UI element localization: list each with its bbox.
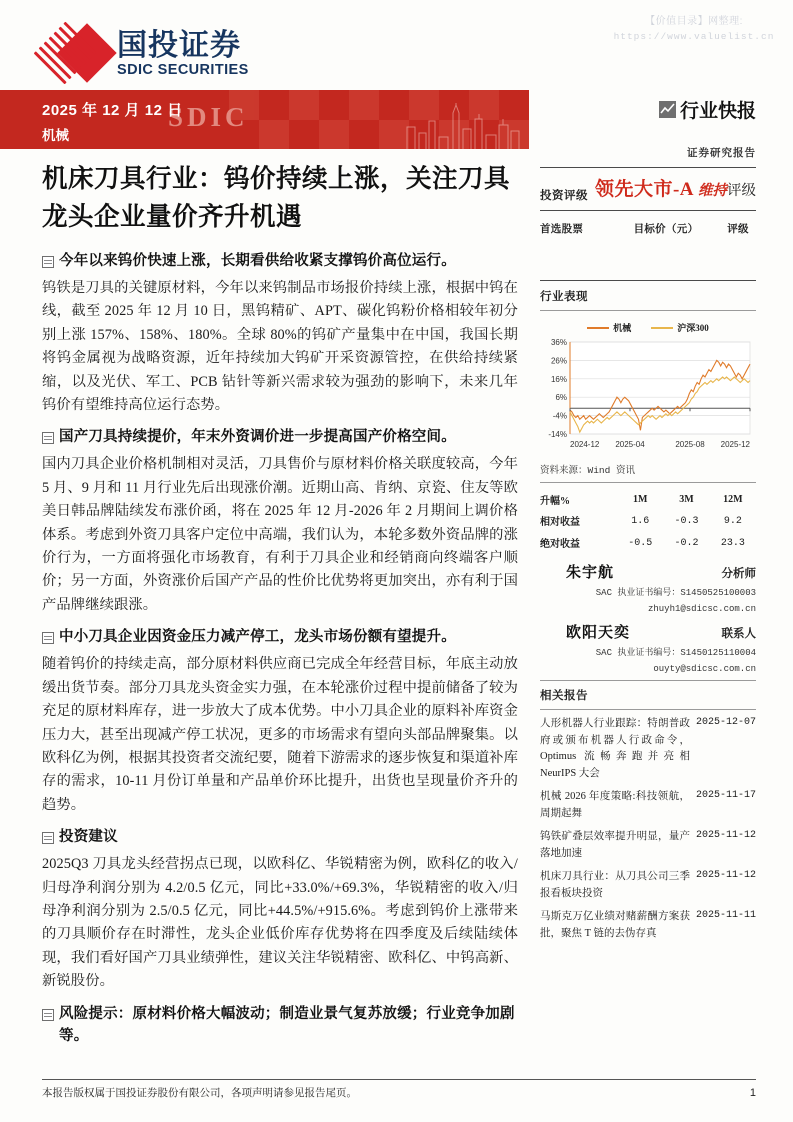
section-heading-text: 今年以来钨价快速上涨，长期看供给收紧支撑钨价高位运行。 (59, 253, 456, 269)
legend-item-1 (651, 321, 709, 334)
section-heading (42, 250, 518, 272)
related-report-title: 机械 2026 年度策略:科技领航，周期起舞 (540, 791, 690, 819)
col-3m: 3M (679, 494, 694, 505)
contact-role: 联系人 (721, 628, 756, 640)
table-row (540, 510, 756, 532)
related-reports-list (540, 716, 756, 942)
performance-table (540, 489, 756, 554)
svg-text:-14%: -14% (548, 430, 567, 439)
industry-performance-chart (540, 336, 756, 460)
page-title: 机床刀具行业：钨价持续上涨，关注刀具龙头企业量价齐升机遇 (42, 164, 511, 231)
related-report-item[interactable] (540, 716, 756, 782)
report-type (540, 96, 756, 123)
section-block (42, 626, 518, 817)
report-type-label: 行业快报 (679, 101, 756, 122)
brand-name-en: SDIC SECURITIES (117, 61, 249, 78)
svg-text:2025-04: 2025-04 (615, 440, 645, 449)
industry-performance-title: 行业表现 (540, 291, 588, 303)
section-block (42, 826, 518, 993)
section-bullet-icon (42, 256, 54, 268)
rating-value: 领先大市-A (594, 179, 694, 200)
analyst-role: 分析师 (721, 568, 756, 580)
svg-text:-4%: -4% (552, 411, 567, 421)
rating-status-emph: 维持 (698, 183, 727, 199)
col-target-price: 目标价（元） (633, 224, 699, 235)
section-body: 随着钨价的持续走高，部分原材料供应商已完成全年经营目标，年底主动放缓出货节奏。部分刀具龙头资金实力强，在本轮涨价过程中提前储备了较为充足的原材料库存，进一步放大了成本优势。中小刀具企业的原料补库资金压力大，甚至出现减产停工状况，更多的市场需求有望向头部品牌聚集。以欧科亿为例，根据其投资者交流纪要，随着下游需求的逐步恢复和渠道补库存的需求，10-11 月份订单量和产品单价环比提升，出货也呈现量价齐升的趋势。 (42, 656, 518, 813)
section-heading-text: 投资建议 (59, 829, 118, 846)
section-block (42, 250, 518, 417)
sector-label: 机械 (42, 128, 69, 143)
investment-advice-heading (42, 826, 518, 848)
preferred-stock-table (540, 218, 756, 273)
footer-copyright: 本报告版权属于国投证券股份有限公司，各项声明请参见报告尾页。 (42, 1088, 357, 1099)
legend-item-0 (587, 321, 631, 334)
table-empty-row (540, 239, 756, 273)
related-reports-title: 相关报告 (540, 690, 588, 702)
col-rating: 评级 (727, 224, 749, 235)
sdic-logo-icon (42, 26, 108, 82)
main-content (42, 160, 518, 1052)
table-header-row (540, 489, 756, 510)
report-date: 2025 年 12 月 12 日 (42, 102, 183, 119)
col-1m: 1M (633, 494, 648, 505)
rating-block (540, 178, 756, 203)
rating-label: 投资评级 (540, 190, 588, 202)
section-body: 钨铁是刀具的关键原材料，今年以来钨制品市场报价持续上涨，根据中钨在线，截至 2025 年 12 月 10 日，黑钨精矿、APT、碳化钨粉价格相较年初分别上涨 157%、158%、180%。全球 80%的钨矿产量集中在中国，我国长期将钨金属视为战略资源，近年持续加大钨矿开采资源管控，在供给持续紧缩，以及光伏、军工、PCB 钻针等新兴需求较为强劲的影响下，未来几年钨价有望维持高位运行态势。 (42, 280, 518, 414)
brand-logo (42, 26, 249, 82)
svg-text:6%: 6% (555, 393, 567, 403)
table-header-row (540, 218, 756, 239)
svg-text:16%: 16% (550, 374, 567, 384)
col-12m: 12M (723, 494, 743, 505)
svg-text:2025-12: 2025-12 (720, 440, 750, 449)
related-report-date: 2025-12-07 (695, 717, 756, 728)
absolute-1m: -0.5 (628, 537, 653, 549)
related-report-item[interactable] (540, 869, 756, 902)
col-stock: 首选股票 (540, 224, 584, 235)
relative-3m: -0.3 (674, 515, 699, 527)
contact-name: 欧阳天奕 (566, 625, 631, 641)
section-bullet-icon (42, 632, 54, 644)
watermark-line-2: https://www.valuelist.cn (613, 31, 775, 42)
analyst-email[interactable]: zhuyh1@sdicsc.com.cn (647, 604, 756, 614)
section-block (42, 426, 518, 617)
row-label-relative: 相对收益 (540, 518, 580, 529)
svg-text:2025-08: 2025-08 (675, 440, 705, 449)
risk-warning-block (42, 1003, 518, 1047)
skyline-icon (403, 103, 523, 149)
sidebar (540, 96, 756, 949)
rating-status-rest: 评级 (727, 183, 756, 199)
risk-warning-heading (42, 1003, 518, 1047)
chart-legend (540, 317, 756, 336)
relative-1m: 1.6 (631, 515, 650, 527)
section-heading-text: 中小刀具企业因资金压力减产停工，龙头市场份额有望提升。 (59, 629, 456, 646)
section-body: 2025Q3 刀具龙头经营拐点已现，以欧科亿、华锐精密为例，欧科亿的收入/归母净利润分别为 4.2/0.5 亿元，同比+33.0%/+69.3%，华锐精密的收入/归母净利润分别为 2.5/0.5 亿元，同比+44.5%/+915.6%。考虑到钨价上涨带来的刀具顺价存在时滞性，龙头企业低价库存优势将在四季度及后续陆续体现，我们看好国产刀具业绩弹性，建议关注华锐精密、欧科亿、中钨高新、新锐股份。 (42, 856, 518, 990)
related-report-item[interactable] (540, 909, 756, 942)
analyst-license: SAC 执业证书编号：S1450525100003 (595, 588, 756, 598)
related-report-item[interactable] (540, 829, 756, 862)
related-report-title: 人形机器人行业跟踪：特朗普政府或颁布机器人行政命令，Optimus 流畅奔跑并亮相 NeurIPS 大会 (540, 718, 690, 779)
contact-block (540, 621, 756, 674)
legend-label-1: 沪深300 (677, 323, 709, 333)
section-body: 国内刀具企业价格机制相对灵活，刀具售价与原材料价格关联度较高，今年 5 月、9 月和 11 月行业先后出现涨价潮。近期山高、肯纳、京瓷、住友等欧美日韩品牌陆续发布涨价函，将在 2025 年 12 月-2026 年 2 月期间上调价格体系。考虑到外资刀具客户定位中高端，我们认为，本轮多数外资品牌的涨价行为，一方面将强化市场教育，有利于刀具企业和经销商向终端客户顺价；另一方面，外资涨价后国产产品的性价比优势将更加突出，亦有利于国产品牌继续跟涨。 (42, 456, 518, 613)
related-report-date: 2025-11-17 (695, 790, 756, 801)
svg-text:26%: 26% (550, 356, 567, 366)
section-heading-text: 国产刀具持续提价，年末外资调价进一步提高国产价格空间。 (59, 429, 456, 446)
footer-page-number: 1 (749, 1086, 756, 1099)
contact-email[interactable]: ouyty@sdicsc.com.cn (653, 664, 756, 674)
related-report-date: 2025-11-11 (695, 910, 756, 921)
relative-12m: 9.2 (723, 515, 742, 527)
watermark-line-1: 【价值目录】网整理: (645, 16, 743, 27)
row-label-absolute: 绝对收益 (540, 540, 580, 551)
col-change: 升幅% (540, 496, 570, 507)
contact-license: SAC 执业证书编号：S1450125110004 (595, 648, 756, 658)
section-bullet-icon (42, 832, 54, 844)
table-row (540, 532, 756, 554)
section-heading (42, 626, 518, 648)
section-heading (42, 426, 518, 448)
watermark (604, 14, 784, 44)
svg-text:36%: 36% (550, 338, 567, 347)
related-report-date: 2025-11-12 (695, 830, 756, 841)
related-report-title: 钨铁矿叠层效率提升明显，量产落地加速 (540, 831, 690, 859)
banner-watermark-text: SDIC (168, 102, 249, 132)
related-report-title: 马斯克万亿业绩对赌薪酬方案获批，聚焦 T 链的去伪存真 (540, 911, 690, 939)
brand-name-cn: 国投证券 (117, 28, 241, 62)
report-kind-label: 证券研究报告 (687, 148, 756, 159)
section-bullet-icon (42, 432, 54, 444)
related-report-title: 机床刀具行业：从刀具公司三季报看板块投资 (540, 871, 690, 899)
section-bullet-icon (42, 1009, 54, 1021)
chart-source: 资料来源：Wind 资讯 (540, 465, 636, 476)
related-report-date: 2025-11-12 (695, 870, 756, 881)
rating-status (698, 183, 756, 199)
section-heading-text: 风险提示：原材料价格大幅波动；制造业景气复苏放缓；行业竞争加剧等。 (59, 1005, 515, 1044)
related-report-item[interactable] (540, 789, 756, 822)
absolute-12m: 23.3 (720, 537, 745, 549)
chart-badge-icon (659, 101, 676, 118)
analyst-name: 朱宇航 (566, 565, 615, 581)
absolute-3m: -0.2 (674, 537, 699, 549)
legend-label-0: 机械 (613, 323, 632, 333)
analyst-block (540, 561, 756, 614)
svg-text:2024-12: 2024-12 (570, 440, 600, 449)
page-footer (42, 1079, 756, 1100)
